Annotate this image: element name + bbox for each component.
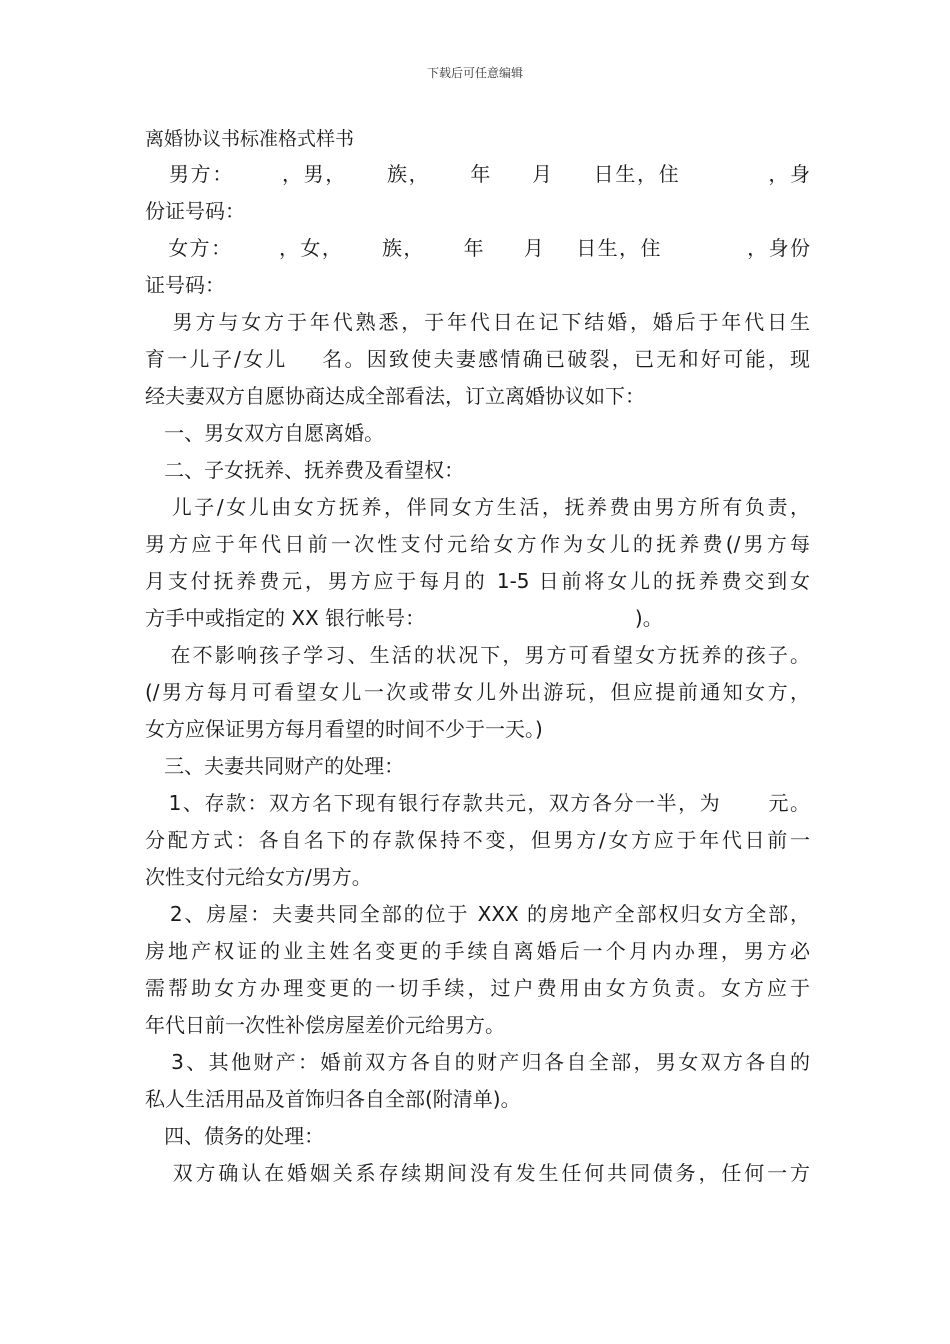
text-line: 2、房屋：夫妻共同全部的位于 XXX 的房地产全部权归女方全部， [145,902,810,926]
text-line: (/男方每月可看望女儿一次或带女儿外出游玩，但应提前通知女方， [145,680,810,704]
text-line: 次性支付元给女方/男方。 [145,865,372,889]
text-line: 需帮助女方办理变更的一切手续，过户费用由女方负责。女方应于 [145,976,810,1000]
text-line: 男方与女方于年代熟悉，于年代日在记下结婚，婚后于年代日生 [145,310,810,334]
text-line: 月支付抚养费元，男方应于每月的 1-5 日前将女儿的抚养费交到女 [145,569,810,593]
text-line: 一、男女双方自愿离婚。 [145,421,385,445]
text-line: 分配方式：各自名下的存款保持不变，但男方/女方应于年代日前一 [145,828,810,852]
text-line: 儿子/女儿由女方抚养，伴同女方生活，抚养费由男方所有负责， [145,495,810,519]
text-line: 三、夫妻共同财产的处理： [145,754,405,778]
text-line: 证号码： [145,273,225,297]
text-line: 3、其他财产：婚前双方各自的财产归各自全部，男女双方各自的 [145,1050,810,1074]
text-line: 双方确认在婚姻关系存续期间没有发生任何共同债务，任何一方 [145,1161,810,1185]
text-line: 在不影响孩子学习、生活的状况下，男方可看望女方抚养的孩子。 [145,643,810,667]
text-line: 男方应于年代日前一次性支付元给女方作为女儿的抚养费(/男方每 [145,532,810,556]
text-line: 女方： ，女， 族， 年 月 日生，住 ，身份 [145,236,810,260]
text-line: 女方应保证男方每月看望的时间不少于一天。) [145,717,543,741]
text-line: 四、债务的处理： [145,1124,325,1148]
text-line: 二、子女抚养、抚养费及看望权： [145,458,465,482]
text-line: 房地产权证的业主姓名变更的手续自离婚后一个月内办理，男方必 [145,939,810,963]
text-line: 育一儿子/女儿 名。因致使夫妻感情确已破裂，已无和好可能，现 [145,347,810,371]
text-line: 方手中或指定的 XX 银行帐号： )。 [145,606,663,630]
document-title: 离婚协议书标准格式样书 [145,128,355,150]
text-line: 年代日前一次性补偿房屋差价元给男方。 [145,1013,505,1037]
text-line: 男方： ，男， 族， 年 月 日生，住 ，身 [145,162,810,186]
text-line: 份证号码： [145,199,245,223]
text-line: 经夫妻双方自愿协商达成全部看法，订立离婚协议如下： [145,384,645,408]
text-line: 私人生活用品及首饰归各自全部(附清单)。 [145,1087,521,1111]
text-line: 1、存款：双方名下现有银行存款共元，双方各分一半，为 元。 [145,791,810,815]
page-header: 下载后可任意编辑 [426,66,523,80]
